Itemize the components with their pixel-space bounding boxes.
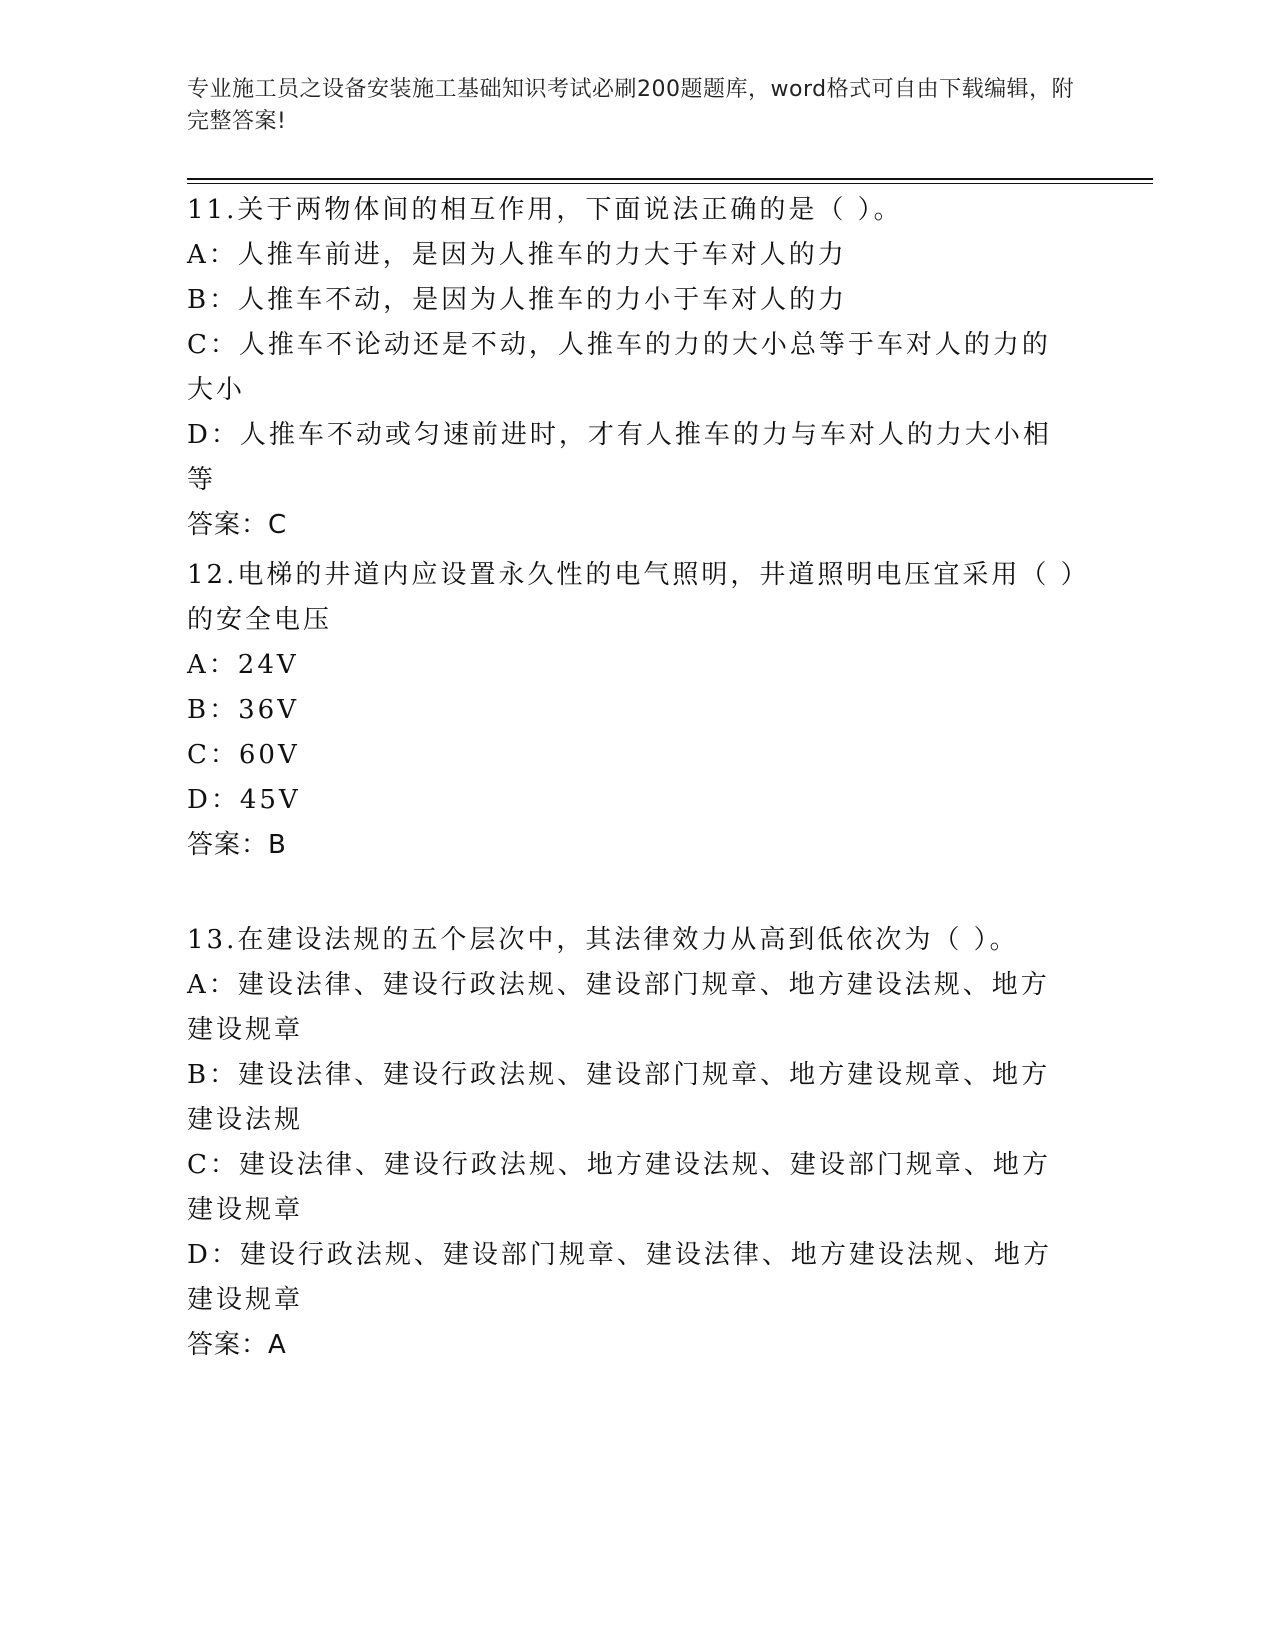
option-a: A：人推车前进，是因为人推车的力大于车对人的力 (187, 240, 847, 270)
question-stem: 13.在建设法规的五个层次中，其法律效力从高到低依次为（ ）。 (187, 925, 1019, 955)
question-stem: 12.电梯的井道内应设置永久性的电气照明，井道照明电压宜采用（ ）的安全电压 (187, 560, 1077, 635)
option-b: B：人推车不动，是因为人推车的力小于车对人的力 (187, 285, 848, 315)
question-stem: 11.关于两物体间的相互作用，下面说法正确的是（ ）。 (187, 195, 903, 225)
option-c: C：人推车不论动还是不动，人推车的力的大小总等于车对人的力的大小 (187, 330, 1051, 405)
question-11 (187, 188, 1077, 548)
option-b: B：建设法律、建设行政法规、建设部门规章、地方建设规章、地方建设法规 (187, 1060, 1051, 1135)
header-rule-thin (187, 183, 1153, 184)
header-rule-thick (187, 178, 1153, 180)
option-c: C：60V (187, 740, 300, 770)
answer: 答案：A (187, 1330, 287, 1360)
answer: 答案：B (187, 830, 287, 860)
option-a: A：24V (187, 650, 299, 680)
question-13 (187, 918, 1077, 1368)
answer: 答案：C (187, 510, 288, 540)
option-d: D：建设行政法规、建设部门规章、建设法律、地方建设法规、地方建设规章 (187, 1240, 1052, 1315)
document-header: 专业施工员之设备安装施工基础知识考试必刷200题题库，word格式可自由下载编辑，附完整答案! (187, 77, 1075, 134)
option-b: B：36V (187, 695, 299, 725)
question-12 (187, 553, 1077, 868)
option-d: D：人推车不动或匀速前进时，才有人推车的力与车对人的力大小相等 (187, 420, 1052, 495)
option-c: C：建设法律、建设行政法规、地方建设法规、建设部门规章、地方建设规章 (187, 1150, 1051, 1225)
option-d: D：45V (187, 785, 301, 815)
option-a: A：建设法律、建设行政法规、建设部门规章、地方建设法规、地方建设规章 (187, 970, 1050, 1045)
